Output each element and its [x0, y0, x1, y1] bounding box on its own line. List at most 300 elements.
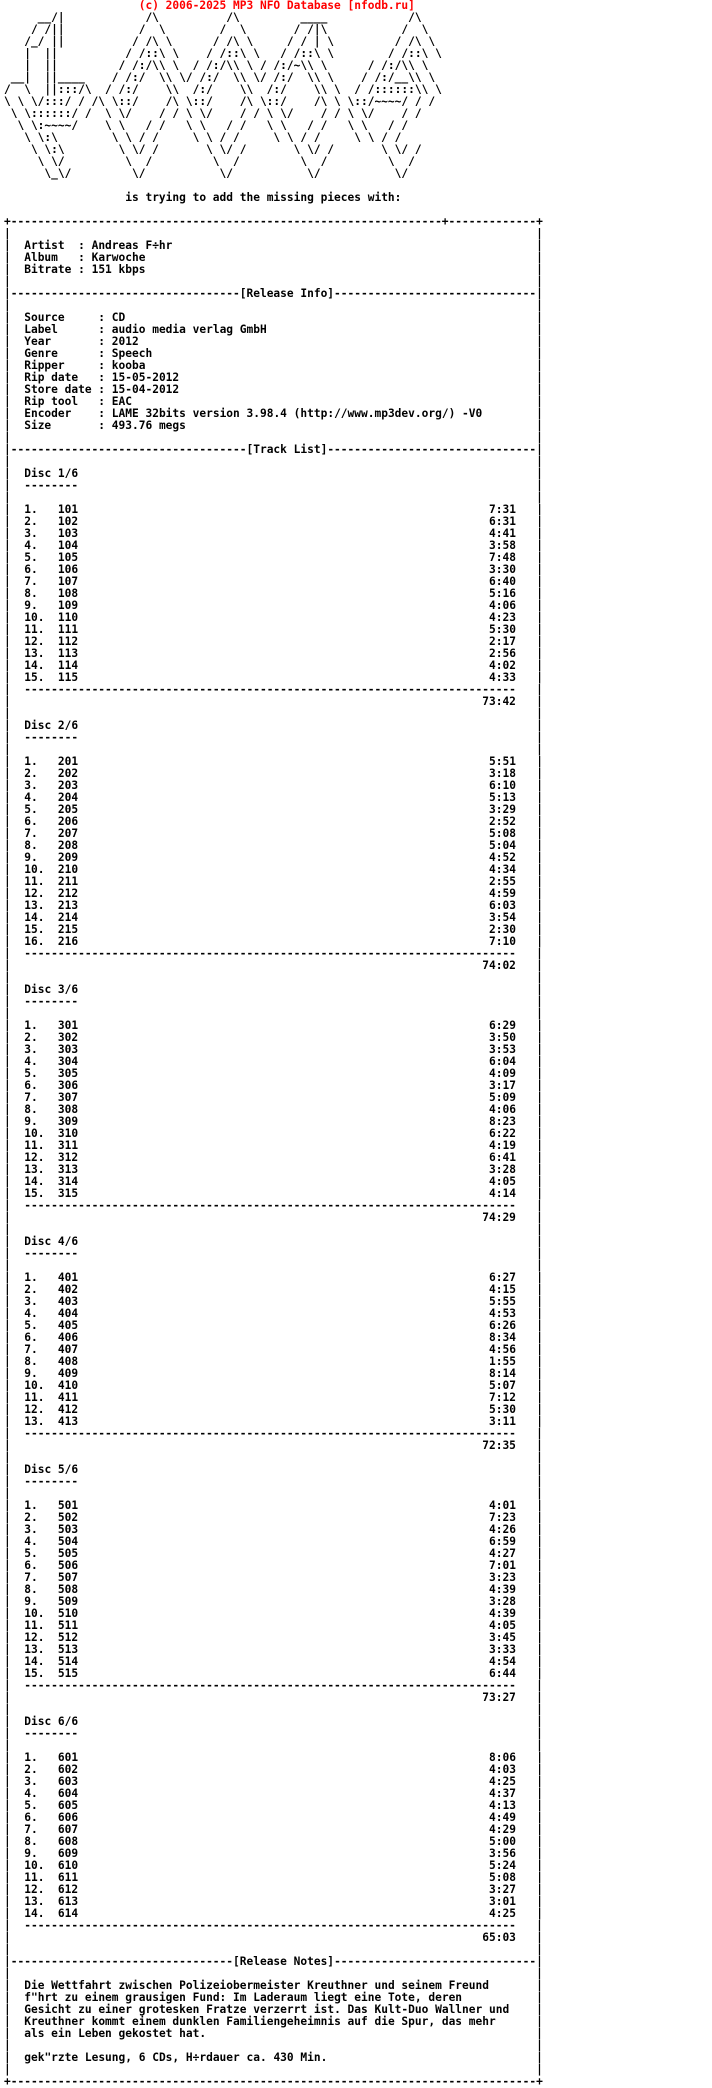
- track-title: 104: [57, 539, 79, 552]
- track-number: 7.: [24, 1343, 52, 1356]
- track-title: 501: [57, 1499, 79, 1512]
- track-duration: 5:08: [489, 1871, 516, 1884]
- track-title: 614: [57, 1907, 79, 1920]
- track-number: 9.: [24, 1115, 52, 1128]
- logo-art: __| ||____ / /:/ \\ \/ /:/ \\ \/ /:/ \\ \ / /:/__\\ \: [4, 71, 436, 84]
- track-number: 9.: [24, 1367, 52, 1380]
- track-title: 411: [57, 1391, 79, 1404]
- track-duration: 3:23: [489, 1571, 516, 1584]
- logo-art: \ \:\ \ \/ / \ \/ / \ \/ / \ \/ /: [4, 143, 422, 156]
- track-duration: 4:03: [489, 1763, 516, 1776]
- info-encoder: LAME 32bits version 3.98.4 (http://www.mp3dev.org/) -V0: [111, 407, 483, 420]
- album-value: Karwoche: [91, 251, 146, 264]
- logo-art: | || / /::\ \ / /::\ \ / /::\ \ / /::\ \: [4, 47, 442, 60]
- track-duration: 4:37: [489, 1787, 516, 1800]
- track-title: 401: [57, 1271, 79, 1284]
- track-number: 12.: [24, 1151, 52, 1164]
- track-number: 2.: [24, 1031, 52, 1044]
- track-title: 606: [57, 1811, 79, 1824]
- track-title: 307: [57, 1091, 79, 1104]
- bitrate-value: 151 kbps: [91, 263, 146, 276]
- tagline: is trying to add the missing pieces with:: [125, 191, 402, 204]
- info-size: 493.76 megs: [111, 419, 186, 432]
- track-duration: 4:14: [489, 1187, 516, 1200]
- track-title: 105: [57, 551, 79, 564]
- track-title: 605: [57, 1799, 79, 1812]
- release-note-line: als ein Leben gekostet hat.: [24, 2027, 207, 2040]
- track-duration: 2:52: [489, 815, 516, 828]
- track-number: 10.: [24, 863, 52, 876]
- track-title: 408: [57, 1355, 79, 1368]
- track-list-title: [Track List]: [246, 443, 328, 456]
- track-number: 4.: [24, 1787, 52, 1800]
- info-store-date: 15-04-2012: [111, 383, 180, 396]
- track-duration: 4:41: [489, 527, 516, 540]
- track-title: 312: [57, 1151, 79, 1164]
- track-title: 102: [57, 515, 79, 528]
- track-number: 15.: [24, 923, 52, 936]
- track-title: 308: [57, 1103, 79, 1116]
- track-duration: 2:30: [489, 923, 516, 936]
- disc-title: Disc 6/6: [24, 1715, 79, 1728]
- track-number: 10.: [24, 611, 52, 624]
- track-duration: 3:56: [489, 1847, 516, 1860]
- track-number: 6.: [24, 1079, 52, 1092]
- track-title: 514: [57, 1655, 79, 1668]
- track-number: 15.: [24, 1667, 52, 1680]
- track-title: 406: [57, 1331, 79, 1344]
- track-title: 204: [57, 791, 79, 804]
- track-duration: 4:05: [489, 1619, 516, 1632]
- disc-total-time: 65:03: [482, 1931, 516, 1944]
- track-title: 107: [57, 575, 79, 588]
- track-duration: 3:33: [489, 1643, 516, 1656]
- track-number: 11.: [24, 1619, 52, 1632]
- track-number: 10.: [24, 1379, 52, 1392]
- track-duration: 5:30: [489, 1403, 516, 1416]
- logo-art: \_\/ \/ \/ \/ \/: [4, 167, 409, 180]
- track-number: 12.: [24, 635, 52, 648]
- track-title: 504: [57, 1535, 79, 1548]
- info-source: CD: [111, 311, 126, 324]
- nfo-document: (c) 2006-2025 MP3 NFO Database [nfodb.ru] __/| /\ /\ ____ /\ / /|| / \ / \ / /|\ / \ /_/ || / /\ \ / /\ \ / / | \ / /\ \ | || / /::\ \ / /::\ \ / /::\ \ / /::\ \ | || / /:/\\ \ / /:/\\ \ / /:/~\\ \ / /:/\\ \ __| ||____ / /:/ \\ \/ /:/ \\ \/ /:/ \\ \ / /:/__\\ \ / \ ||:::/\ / /:/ \\ /:/ \\ /:/ \\ \ / /::::::\\ \ \ \ \/:::/ / /\ \::/ /\ \::/ /\ \::/ /\ \ \::/~~~~/ / / \ \::::::/ / \ \/ / / \ \/ / / \ \/ / / \ \/ / / \ \:~~~~/ \ \ / / \ \ / / \ \ / / \ \ / / \ \:\ \ \ / / \ \ / / \ \ / / \ \ / / \ \:\ \ \/ / \ \/ / \ \/ / \ \/ / \ \/ \ / \ / \ / \ / \_\/ \/ \/ \/ \/ is trying to add the missing pieces with: +----------------------------------------------------------------+-------------+ | | | Artist : Andreas F÷hr | | Album : Karwoche | | Bitrate : 151 kbps | | | |----------------------------------[Release Info]------------------------------| | | | Source : CD | | Label : audio media verlag GmbH | | Year : 2012 | | Genre : Speech | | Ripper : kooba | | Rip date : 15-05-2012 | | Store date : 15-04-2012 | | Rip tool : EAC | | Encoder : LAME 32bits version 3.98.4 (http://www.mp3dev.org/) -V0 | | Size : 493.76 megs | | | |-----------------------------------[Track List]-------------------------------| | | | Disc 1/6 | | -------- | | | | 1. 101 7:31 | | 2. 102 6:31 | | 3. 103 4:41 | | 4. 104 3:58 | | 5. 105 7:48 | | 6. 106 3:30 | | 7. 107 6:40 | | 8. 108 5:16 | | 9. 109 4:06 | | 10. 110 4:23 | | 11. 111 5:30 | | 12. 112 2:17 | | 13. 113 2:56 | | 14. 114 4:02 | | 15. 115 4:33 | | ------------------------------------------------------------------------- | | 73:42 | | | | Disc 2/6 | | -------- | | | | 1. 201 5:51 | | 2. 202 3:18 | | 3. 203 6:10 | | 4. 204 5:13 | | 5. 205 3:29 | | 6. 206 2:52 | | 7. 207 5:08 | | 8. 208 5:04 | | 9. 209 4:52 | | 10. 210 4:34 | | 11. 211 2:55 | | 12. 212 4:59 | | 13. 213 6:03 | | 14. 214 3:54 | | 15. 215 2:30 | | 16. 216 7:10 | | ------------------------------------------------------------------------- | | 74:02 | | | | Disc 3/6 | | -------- | | | | 1. 301 6:29 | | 2. 302 3:50 | | 3. 303 3:53 | | 4. 304 6:04 | | 5. 305 4:09 | | 6. 306 3:17 | | 7. 307 5:09 | | 8. 308 4:06 | | 9. 309 8:23 | | 10. 310 6:22 | | 11. 311 4:19 | | 12. 312 6:41 | | 13. 313 3:28 | | 14. 314 4:05 | | 15. 315 4:14 | | ------------------------------------------------------------------------- | | 74:29 | | | | Disc 4/6 | | -------- | | | | 1. 401 6:27 | | 2. 402 4:15 | | 3. 403 5:55 | | 4. 404 4:53 | | 5. 405 6:26 | | 6. 406 8:34 | | 7. 407 4:56 | | 8. 408 1:55 | | 9. 409 8:14 | | 10. 410 5:07 | | 11. 411 7:12 | | 12. 412 5:30 | | 13. 413 3:11 | | ------------------------------------------------------------------------- | | 72:35 | | | | Disc 5/6 | | -------- | | | | 1. 501 4:01 | | 2. 502 7:23 | | 3. 503 4:26 | | 4. 504 6:59 | | 5. 505 4:27 | | 6. 506 7:01 | | 7. 507 3:23 | | 8. 508 4:39 | | 9. 509 3:28 | | 10. 510 4:39 | | 11. 511 4:05 | | 12. 512 3:45 | | 13. 513 3:33 | | 14. 514 4:54 | | 15. 515 6:44 | | ------------------------------------------------------------------------- | | 73:27 | | | | Disc 6/6 | | -------- | | | | 1. 601 8:06 | | 2. 602 4:03 | | 3. 603 4:25 | | 4. 604 4:37 | | 5. 605 4:13 | | 6. 606 4:49 | | 7. 607 4:29 | | 8. 608 5:00 | | 9. 609 3:56 | | 10. 610 5:24 | | 11. 611 5:08 | | 12. 612 3:27 | | 13. 613 3:01 | | 14. 614 4:25 | | ------------------------------------------------------------------------- | | 65:03 | | | |---------------------------------[Release Notes]------------------------------| | | | Die Wettfahrt zwischen Polizeiobermeister Kreuthner und seinem Freund | | f"hrt zu einem grausigen Fund: Im Laderaum liegt eine Tote, deren | | Gesicht zu einer grotesken Fratze verzerrt ist. Das Kult-Duo Wallner und | | Kreuthner kommt einem dunklen Familiengeheimnis auf die Spur, das mehr | | als ein Leben gekostet hat. | | | | gek"rzte Lesung, 6 CDs, H÷rdauer ca. 430 Min. | | | +------------------------------------------------------------------------------+: [4, 0, 543, 2088]
- track-title: 202: [57, 767, 79, 780]
- logo-art: \ \:\ \ \ / / \ \ / / \ \ / / \ \ / /: [4, 131, 402, 144]
- track-number: 2.: [24, 1763, 52, 1776]
- track-number: 1.: [24, 503, 52, 516]
- track-number: 6.: [24, 563, 52, 576]
- track-duration: 4:06: [489, 1103, 516, 1116]
- track-title: 410: [57, 1379, 79, 1392]
- track-number: 5.: [24, 1799, 52, 1812]
- track-number: 8.: [24, 1583, 52, 1596]
- track-title: 503: [57, 1523, 79, 1536]
- track-duration: 4:06: [489, 599, 516, 612]
- track-duration: 7:31: [489, 503, 516, 516]
- track-duration: 7:01: [489, 1559, 516, 1572]
- track-duration: 3:50: [489, 1031, 516, 1044]
- track-number: 11.: [24, 1871, 52, 1884]
- track-number: 2.: [24, 767, 52, 780]
- track-number: 1.: [24, 1271, 52, 1284]
- track-number: 9.: [24, 851, 52, 864]
- track-duration: 4:39: [489, 1583, 516, 1596]
- track-title: 212: [57, 887, 79, 900]
- track-duration: 4:26: [489, 1523, 516, 1536]
- track-duration: 6:10: [489, 779, 516, 792]
- disc-total-time: 74:29: [482, 1211, 516, 1224]
- info-year: 2012: [111, 335, 139, 348]
- track-number: 8.: [24, 587, 52, 600]
- track-duration: 8:34: [489, 1331, 516, 1344]
- track-number: 12.: [24, 887, 52, 900]
- track-duration: 4:59: [489, 887, 516, 900]
- track-title: 305: [57, 1067, 79, 1080]
- track-title: 301: [57, 1019, 79, 1032]
- track-number: 3.: [24, 779, 52, 792]
- track-title: 602: [57, 1763, 79, 1776]
- track-number: 5.: [24, 1067, 52, 1080]
- track-title: 413: [57, 1415, 79, 1428]
- release-note-line: gek"rzte Lesung, 6 CDs, H÷rdauer ca. 430 Min.: [24, 2051, 328, 2064]
- track-duration: 4:02: [489, 659, 516, 672]
- track-title: 505: [57, 1547, 79, 1560]
- release-note-line: Gesicht zu einer grotesken Fratze verzerrt ist. Das Kult-Duo Wallner und: [24, 2003, 510, 2016]
- track-number: 4.: [24, 1307, 52, 1320]
- track-title: 205: [57, 803, 79, 816]
- disc-title: Disc 1/6: [24, 467, 79, 480]
- track-number: 12.: [24, 1883, 52, 1896]
- track-number: 14.: [24, 1655, 52, 1668]
- track-number: 9.: [24, 1847, 52, 1860]
- track-number: 10.: [24, 1607, 52, 1620]
- track-number: 7.: [24, 1091, 52, 1104]
- track-title: 608: [57, 1835, 79, 1848]
- track-number: 15.: [24, 671, 52, 684]
- track-duration: 8:06: [489, 1751, 516, 1764]
- track-number: 7.: [24, 575, 52, 588]
- track-duration: 5:08: [489, 827, 516, 840]
- track-title: 306: [57, 1079, 79, 1092]
- track-number: 13.: [24, 1163, 52, 1176]
- track-duration: 2:56: [489, 647, 516, 660]
- track-number: 13.: [24, 647, 52, 660]
- track-number: 14.: [24, 659, 52, 672]
- track-title: 215: [57, 923, 79, 936]
- release-notes-title: [Release Notes]: [233, 1955, 335, 1968]
- track-number: 6.: [24, 1331, 52, 1344]
- disc-total-time: 73:42: [482, 695, 516, 708]
- track-number: 11.: [24, 623, 52, 636]
- track-duration: 7:10: [489, 935, 516, 948]
- track-number: 8.: [24, 1103, 52, 1116]
- track-duration: 3:45: [489, 1631, 516, 1644]
- track-number: 5.: [24, 803, 52, 816]
- track-title: 315: [57, 1187, 79, 1200]
- track-number: 1.: [24, 1019, 52, 1032]
- track-number: 12.: [24, 1403, 52, 1416]
- track-title: 513: [57, 1643, 79, 1656]
- info-rip-tool: EAC: [111, 395, 133, 408]
- track-number: 9.: [24, 1595, 52, 1608]
- track-duration: 4:05: [489, 1175, 516, 1188]
- track-duration: 3:30: [489, 563, 516, 576]
- track-title: 405: [57, 1319, 79, 1332]
- track-number: 3.: [24, 527, 52, 540]
- disc-total-time: 72:35: [482, 1439, 516, 1452]
- release-note-line: f"hrt zu einem grausigen Fund: Im Laderaum liegt eine Tote, deren: [24, 1991, 463, 2004]
- info-genre: Speech: [111, 347, 153, 360]
- track-title: 203: [57, 779, 79, 792]
- track-number: 5.: [24, 551, 52, 564]
- logo-art: \ \/ \ / \ / \ / \ /: [4, 155, 415, 168]
- track-duration: 4:27: [489, 1547, 516, 1560]
- track-duration: 7:23: [489, 1511, 516, 1524]
- track-title: 506: [57, 1559, 79, 1572]
- track-duration: 3:28: [489, 1595, 516, 1608]
- track-duration: 3:58: [489, 539, 516, 552]
- track-number: 6.: [24, 815, 52, 828]
- track-number: 4.: [24, 791, 52, 804]
- track-number: 13.: [24, 1643, 52, 1656]
- track-title: 402: [57, 1283, 79, 1296]
- track-duration: 6:27: [489, 1271, 516, 1284]
- disc-total-time: 73:27: [482, 1691, 516, 1704]
- track-title: 207: [57, 827, 79, 840]
- logo-art: / /|| / \ / \ / /|\ / \: [4, 23, 429, 36]
- track-number: 2.: [24, 515, 52, 528]
- track-title: 210: [57, 863, 79, 876]
- track-duration: 4:19: [489, 1139, 516, 1152]
- track-duration: 4:39: [489, 1607, 516, 1620]
- track-number: 4.: [24, 539, 52, 552]
- track-number: 14.: [24, 1907, 52, 1920]
- track-number: 1.: [24, 755, 52, 768]
- track-duration: 4:25: [489, 1907, 516, 1920]
- track-title: 511: [57, 1619, 79, 1632]
- track-duration: 6:29: [489, 1019, 516, 1032]
- track-title: 613: [57, 1895, 79, 1908]
- track-number: 8.: [24, 1835, 52, 1848]
- disc-total-time: 74:02: [482, 959, 516, 972]
- track-duration: 2:17: [489, 635, 516, 648]
- release-note-line: Kreuthner kommt einem dunklen Familiengeheimnis auf die Spur, das mehr: [24, 2015, 496, 2028]
- track-duration: 3:28: [489, 1163, 516, 1176]
- track-title: 609: [57, 1847, 79, 1860]
- track-duration: 4:54: [489, 1655, 516, 1668]
- track-duration: 7:12: [489, 1391, 516, 1404]
- track-duration: 5:16: [489, 587, 516, 600]
- disc-title: Disc 2/6: [24, 719, 79, 732]
- track-number: 1.: [24, 1499, 52, 1512]
- track-number: 3.: [24, 1523, 52, 1536]
- info-label: audio media verlag GmbH: [111, 323, 267, 336]
- track-duration: 5:24: [489, 1859, 516, 1872]
- logo-art: \ \::::::/ / \ \/ / / \ \/ / / \ \/ / / \ \/ / /: [4, 107, 422, 120]
- track-duration: 5:30: [489, 623, 516, 636]
- track-duration: 4:53: [489, 1307, 516, 1320]
- track-duration: 6:31: [489, 515, 516, 528]
- track-duration: 5:00: [489, 1835, 516, 1848]
- track-title: 115: [57, 671, 79, 684]
- track-number: 13.: [24, 899, 52, 912]
- track-title: 510: [57, 1607, 79, 1620]
- track-title: 407: [57, 1343, 79, 1356]
- track-duration: 3:27: [489, 1883, 516, 1896]
- track-number: 1.: [24, 1751, 52, 1764]
- track-duration: 4:01: [489, 1499, 516, 1512]
- track-title: 412: [57, 1403, 79, 1416]
- track-duration: 4:34: [489, 863, 516, 876]
- site-header: (c) 2006-2025 MP3 NFO Database [nfodb.ru]: [138, 0, 415, 12]
- track-title: 213: [57, 899, 79, 912]
- track-number: 10.: [24, 1127, 52, 1140]
- artist-value: Andreas F÷hr: [91, 239, 173, 252]
- track-title: 604: [57, 1787, 79, 1800]
- track-number: 14.: [24, 1175, 52, 1188]
- track-title: 112: [57, 635, 79, 648]
- track-title: 211: [57, 875, 79, 888]
- track-title: 206: [57, 815, 79, 828]
- track-title: 304: [57, 1055, 79, 1068]
- track-title: 314: [57, 1175, 79, 1188]
- track-number: 12.: [24, 1631, 52, 1644]
- track-duration: 2:55: [489, 875, 516, 888]
- track-number: 6.: [24, 1559, 52, 1572]
- track-number: 13.: [24, 1895, 52, 1908]
- track-number: 10.: [24, 1859, 52, 1872]
- track-duration: 6:40: [489, 575, 516, 588]
- track-number: 6.: [24, 1811, 52, 1824]
- track-title: 110: [57, 611, 79, 624]
- track-title: 103: [57, 527, 79, 540]
- track-duration: 5:13: [489, 791, 516, 804]
- track-title: 302: [57, 1031, 79, 1044]
- track-duration: 4:15: [489, 1283, 516, 1296]
- track-duration: 3:54: [489, 911, 516, 924]
- track-title: 404: [57, 1307, 79, 1320]
- track-number: 11.: [24, 1139, 52, 1152]
- track-title: 310: [57, 1127, 79, 1140]
- track-duration: 4:56: [489, 1343, 516, 1356]
- track-number: 8.: [24, 1355, 52, 1368]
- track-duration: 6:04: [489, 1055, 516, 1068]
- logo-art: / \ ||:::/\ / /:/ \\ /:/ \\ /:/ \\ \ / /::::::\\ \: [4, 83, 442, 96]
- track-title: 106: [57, 563, 79, 576]
- track-number: 14.: [24, 911, 52, 924]
- track-title: 214: [57, 911, 79, 924]
- track-number: 3.: [24, 1295, 52, 1308]
- track-duration: 6:26: [489, 1319, 516, 1332]
- track-duration: 4:23: [489, 611, 516, 624]
- track-duration: 5:55: [489, 1295, 516, 1308]
- info-rip-date: 15-05-2012: [111, 371, 180, 384]
- track-title: 508: [57, 1583, 79, 1596]
- track-number: 3.: [24, 1775, 52, 1788]
- disc-title: Disc 4/6: [24, 1235, 79, 1248]
- track-title: 611: [57, 1871, 79, 1884]
- release-info-title: [Release Info]: [239, 287, 335, 300]
- track-duration: 3:11: [489, 1415, 516, 1428]
- track-duration: 3:29: [489, 803, 516, 816]
- track-title: 409: [57, 1367, 79, 1380]
- track-duration: 5:51: [489, 755, 516, 768]
- track-title: 114: [57, 659, 79, 672]
- track-duration: 4:25: [489, 1775, 516, 1788]
- track-duration: 3:17: [489, 1079, 516, 1092]
- track-title: 311: [57, 1139, 79, 1152]
- logo-art: \ \ \/:::/ / /\ \::/ /\ \::/ /\ \::/ /\ \ \::/~~~~/ / /: [4, 95, 436, 108]
- logo-art: \ \:~~~~/ \ \ / / \ \ / / \ \ / / \ \ / /: [4, 119, 409, 132]
- track-title: 216: [57, 935, 79, 948]
- track-number: 7.: [24, 1571, 52, 1584]
- logo-art: __/| /\ /\ ____ /\: [4, 11, 422, 24]
- track-duration: 4:49: [489, 1811, 516, 1824]
- track-title: 101: [57, 503, 79, 516]
- track-number: 11.: [24, 1391, 52, 1404]
- track-title: 612: [57, 1883, 79, 1896]
- track-duration: 5:07: [489, 1379, 516, 1392]
- track-duration: 3:53: [489, 1043, 516, 1056]
- track-title: 303: [57, 1043, 79, 1056]
- release-note-line: Die Wettfahrt zwischen Polizeiobermeister Kreuthner und seinem Freund: [24, 1979, 489, 1992]
- track-title: 610: [57, 1859, 79, 1872]
- track-title: 509: [57, 1595, 79, 1608]
- track-title: 113: [57, 647, 79, 660]
- track-title: 108: [57, 587, 79, 600]
- track-number: 4.: [24, 1535, 52, 1548]
- logo-art: | || / /:/\\ \ / /:/\\ \ / /:/~\\ \ / /:/\\ \: [4, 59, 429, 72]
- track-title: 403: [57, 1295, 79, 1308]
- track-number: 16.: [24, 935, 52, 948]
- track-duration: 1:55: [489, 1355, 516, 1368]
- track-title: 507: [57, 1571, 79, 1584]
- track-duration: 6:41: [489, 1151, 516, 1164]
- track-number: 13.: [24, 1415, 52, 1428]
- disc-title: Disc 3/6: [24, 983, 79, 996]
- track-duration: 3:01: [489, 1895, 516, 1908]
- track-title: 607: [57, 1823, 79, 1836]
- track-duration: 5:04: [489, 839, 516, 852]
- track-title: 512: [57, 1631, 79, 1644]
- track-number: 2.: [24, 1511, 52, 1524]
- track-number: 5.: [24, 1319, 52, 1332]
- logo-art: /_/ || / /\ \ / /\ \ / / | \ / /\ \: [4, 35, 436, 48]
- track-number: 3.: [24, 1043, 52, 1056]
- track-title: 109: [57, 599, 79, 612]
- track-number: 5.: [24, 1547, 52, 1560]
- track-duration: 4:13: [489, 1799, 516, 1812]
- track-duration: 4:09: [489, 1067, 516, 1080]
- track-title: 515: [57, 1667, 79, 1680]
- track-duration: 6:22: [489, 1127, 516, 1140]
- track-number: 15.: [24, 1187, 52, 1200]
- track-number: 9.: [24, 599, 52, 612]
- track-number: 2.: [24, 1283, 52, 1296]
- track-duration: 8:23: [489, 1115, 516, 1128]
- track-duration: 4:52: [489, 851, 516, 864]
- track-title: 208: [57, 839, 79, 852]
- track-title: 601: [57, 1751, 79, 1764]
- track-number: 8.: [24, 839, 52, 852]
- track-duration: 6:59: [489, 1535, 516, 1548]
- track-duration: 4:29: [489, 1823, 516, 1836]
- track-duration: 6:03: [489, 899, 516, 912]
- track-title: 313: [57, 1163, 79, 1176]
- info-ripper: kooba: [111, 359, 146, 372]
- track-title: 209: [57, 851, 79, 864]
- track-title: 603: [57, 1775, 79, 1788]
